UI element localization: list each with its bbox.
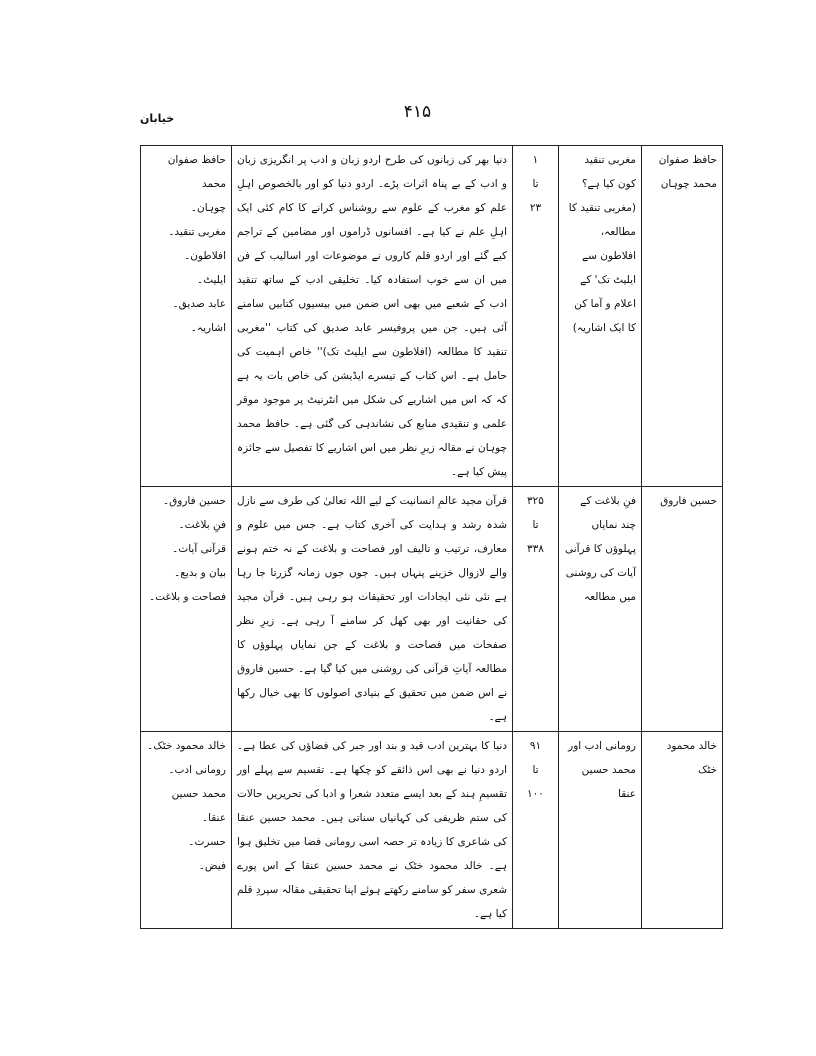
keyword: چوہان۔	[190, 202, 226, 214]
keyword: قرآنی آیات۔	[172, 543, 226, 555]
abstract-cell: قرآن مجید عالمِ انسانیت کے لیے اللہ تعالیٰ کی طرف سے نازل شدہ رشد و ہدایت کی آخری کتاب ہے۔ جس میں علوم و معارف، ترتیب و تالیف اور فصاحت و بلاغت کے نہ ختم ہونے والے لازوال خزینے پنہاں ہیں۔ جوں جوں زمانہ گزرتا جا رہا ہے نئی نئی ایجادات اور تحقیقات ہو رہی ہیں۔ قرآن مجید کی حقانیت اور بھی کھل کر سامنے آ رہی ہے۔ زیرِ نظر صفحات میں فصاحت و بلاغت کے جن نمایاں پہلوؤں کا مطالعہ آیاتِ قرآنی کی روشنی میں کیا گیا ہے۔ حسین فاروق نے اس ضمن میں تحقیق کے بنیادی اصولوں کا بھی خیال رکھا ہے۔	[232, 487, 513, 732]
page-to: ۳۳۸	[527, 543, 544, 555]
page-header	[140, 98, 695, 132]
table-row	[141, 732, 723, 929]
keyword: ایلیٹ۔	[197, 274, 226, 286]
keyword: حسین فاروق۔	[162, 495, 226, 507]
keyword: افلاطون۔	[184, 250, 226, 262]
author-cell: حافظ صفوان محمد چوہان	[642, 146, 723, 487]
journal-name: خیابان	[140, 112, 175, 125]
title-cell: رومانی ادب اور محمد حسین عنقا	[559, 732, 642, 929]
pages-cell	[513, 732, 559, 929]
title-cell: فنِ بلاغت کے چند نمایاں پہلوؤں کا قرآنی آیات کی روشنی میں مطالعہ	[559, 487, 642, 732]
keyword: محمد حسین عنقا۔	[171, 788, 226, 824]
page-to-label: تا	[532, 764, 539, 776]
title-cell: مغربی تنقید کون کیا ہے؟ (مغربی تنقید کا مطالعہ، افلاطون سے ایلیٹ تک' کے اعلام و آما کن کا ایک اشاریہ)	[559, 146, 642, 487]
index-table	[140, 145, 723, 929]
keywords-cell	[141, 732, 232, 929]
author-cell: حسین فاروق	[642, 487, 723, 732]
table-row	[141, 487, 723, 732]
page-number: ۴۱۵	[403, 102, 432, 122]
page-from: ۳۲۵	[527, 495, 544, 507]
keyword: عابد صدیق۔	[172, 298, 226, 310]
abstract-cell: دنیا بھر کی زبانوں کی طرح اردو زبان و ادب پر انگریزی زبان و ادب کے بے پناہ اثرات پڑے۔ اردو دنیا کو اور بالخصوص اہلِ علم کو مغرب کے علوم سے روشناس کرانے کا کام کئی ایک اہلِ علم نے کیا ہے۔ افسانوں ڈراموں اور مضامین کے تراجم کیے گئے اور اردو قلم کاروں نے موضوعات اور اسالیب کے فن میں ان سے خوب استفادہ کیا۔ تخلیقی ادب کے ساتھ تنقید ادب کے شعبے میں بھی اس ضمن میں بیسیوں کتابیں سامنے آئی ہیں۔ جن میں پروفیسر عابد صدیق کی کتاب ''مغربی تنقید کا مطالعہ (افلاطون سے ایلیٹ تک)'' خاص اہمیت کی حامل ہے۔ اس کتاب کے تیسرے ایڈیشن کی خاص بات یہ ہے کہ کہ اس میں اشاریے کی شکل میں انٹرنیٹ پر موجود موقر علمی و تنقیدی منابع کی نشاندہی کی گئی ہے۔ حافظ محمد چوہان نے مقالہ زیرِ نظر میں اس اشاریے کا تفصیل سے جائزہ پیش کیا ہے۔	[232, 146, 513, 487]
abstract-cell: دنیا کا بہترین ادب قید و بند اور جبر کی فضاؤں کی عطا ہے۔ اردو دنیا نے بھی اس ذائقے کو چکھا ہے۔ تقسیم سے پہلے اور تقسیمِ ہند کے بعد ایسے متعدد شعرا و ادبا کی تحریریں حالات کی ستم ظریفی کی کہانیاں سناتی ہیں۔ محمد حسین عنقا کی شاعری کا زیادہ تر حصہ اسی رومانی فضا میں تخلیق ہوا ہے۔ خالد محمود خٹک نے محمد حسین عنقا کے اس پورے شعری سفر کو سامنے رکھتے ہوئے اپنا تحقیقی مقالہ سپردِ قلم کیا ہے۔	[232, 732, 513, 929]
pages-cell	[513, 146, 559, 487]
keyword: خالد محمود خٹک۔	[147, 740, 226, 752]
page-from: ۹۱	[529, 740, 542, 752]
keyword: بیان و بدیع۔	[174, 567, 226, 579]
author-cell: خالد محمود خٹک	[642, 732, 723, 929]
keyword: حافظ صفوان محمد	[167, 154, 226, 190]
keyword: رومانی ادب۔	[168, 764, 226, 776]
pages-cell	[513, 487, 559, 732]
page-from: ۱	[532, 154, 539, 166]
page-to-label: تا	[532, 178, 539, 190]
page-to: ۱۰۰	[527, 788, 544, 800]
keyword: فنِ بلاغت۔	[178, 519, 226, 531]
page-to-label: تا	[532, 519, 539, 531]
table-row	[141, 146, 723, 487]
keywords-cell	[141, 487, 232, 732]
keyword: مغربی تنقید۔	[168, 226, 226, 238]
page-to: ۲۳	[529, 202, 542, 214]
keyword: فیض۔	[198, 860, 226, 872]
keyword: حسرت۔	[188, 836, 226, 848]
keywords-cell	[141, 146, 232, 487]
keyword: فصاحت و بلاغت۔	[148, 591, 226, 603]
keyword: اشاریہ۔	[190, 322, 226, 334]
